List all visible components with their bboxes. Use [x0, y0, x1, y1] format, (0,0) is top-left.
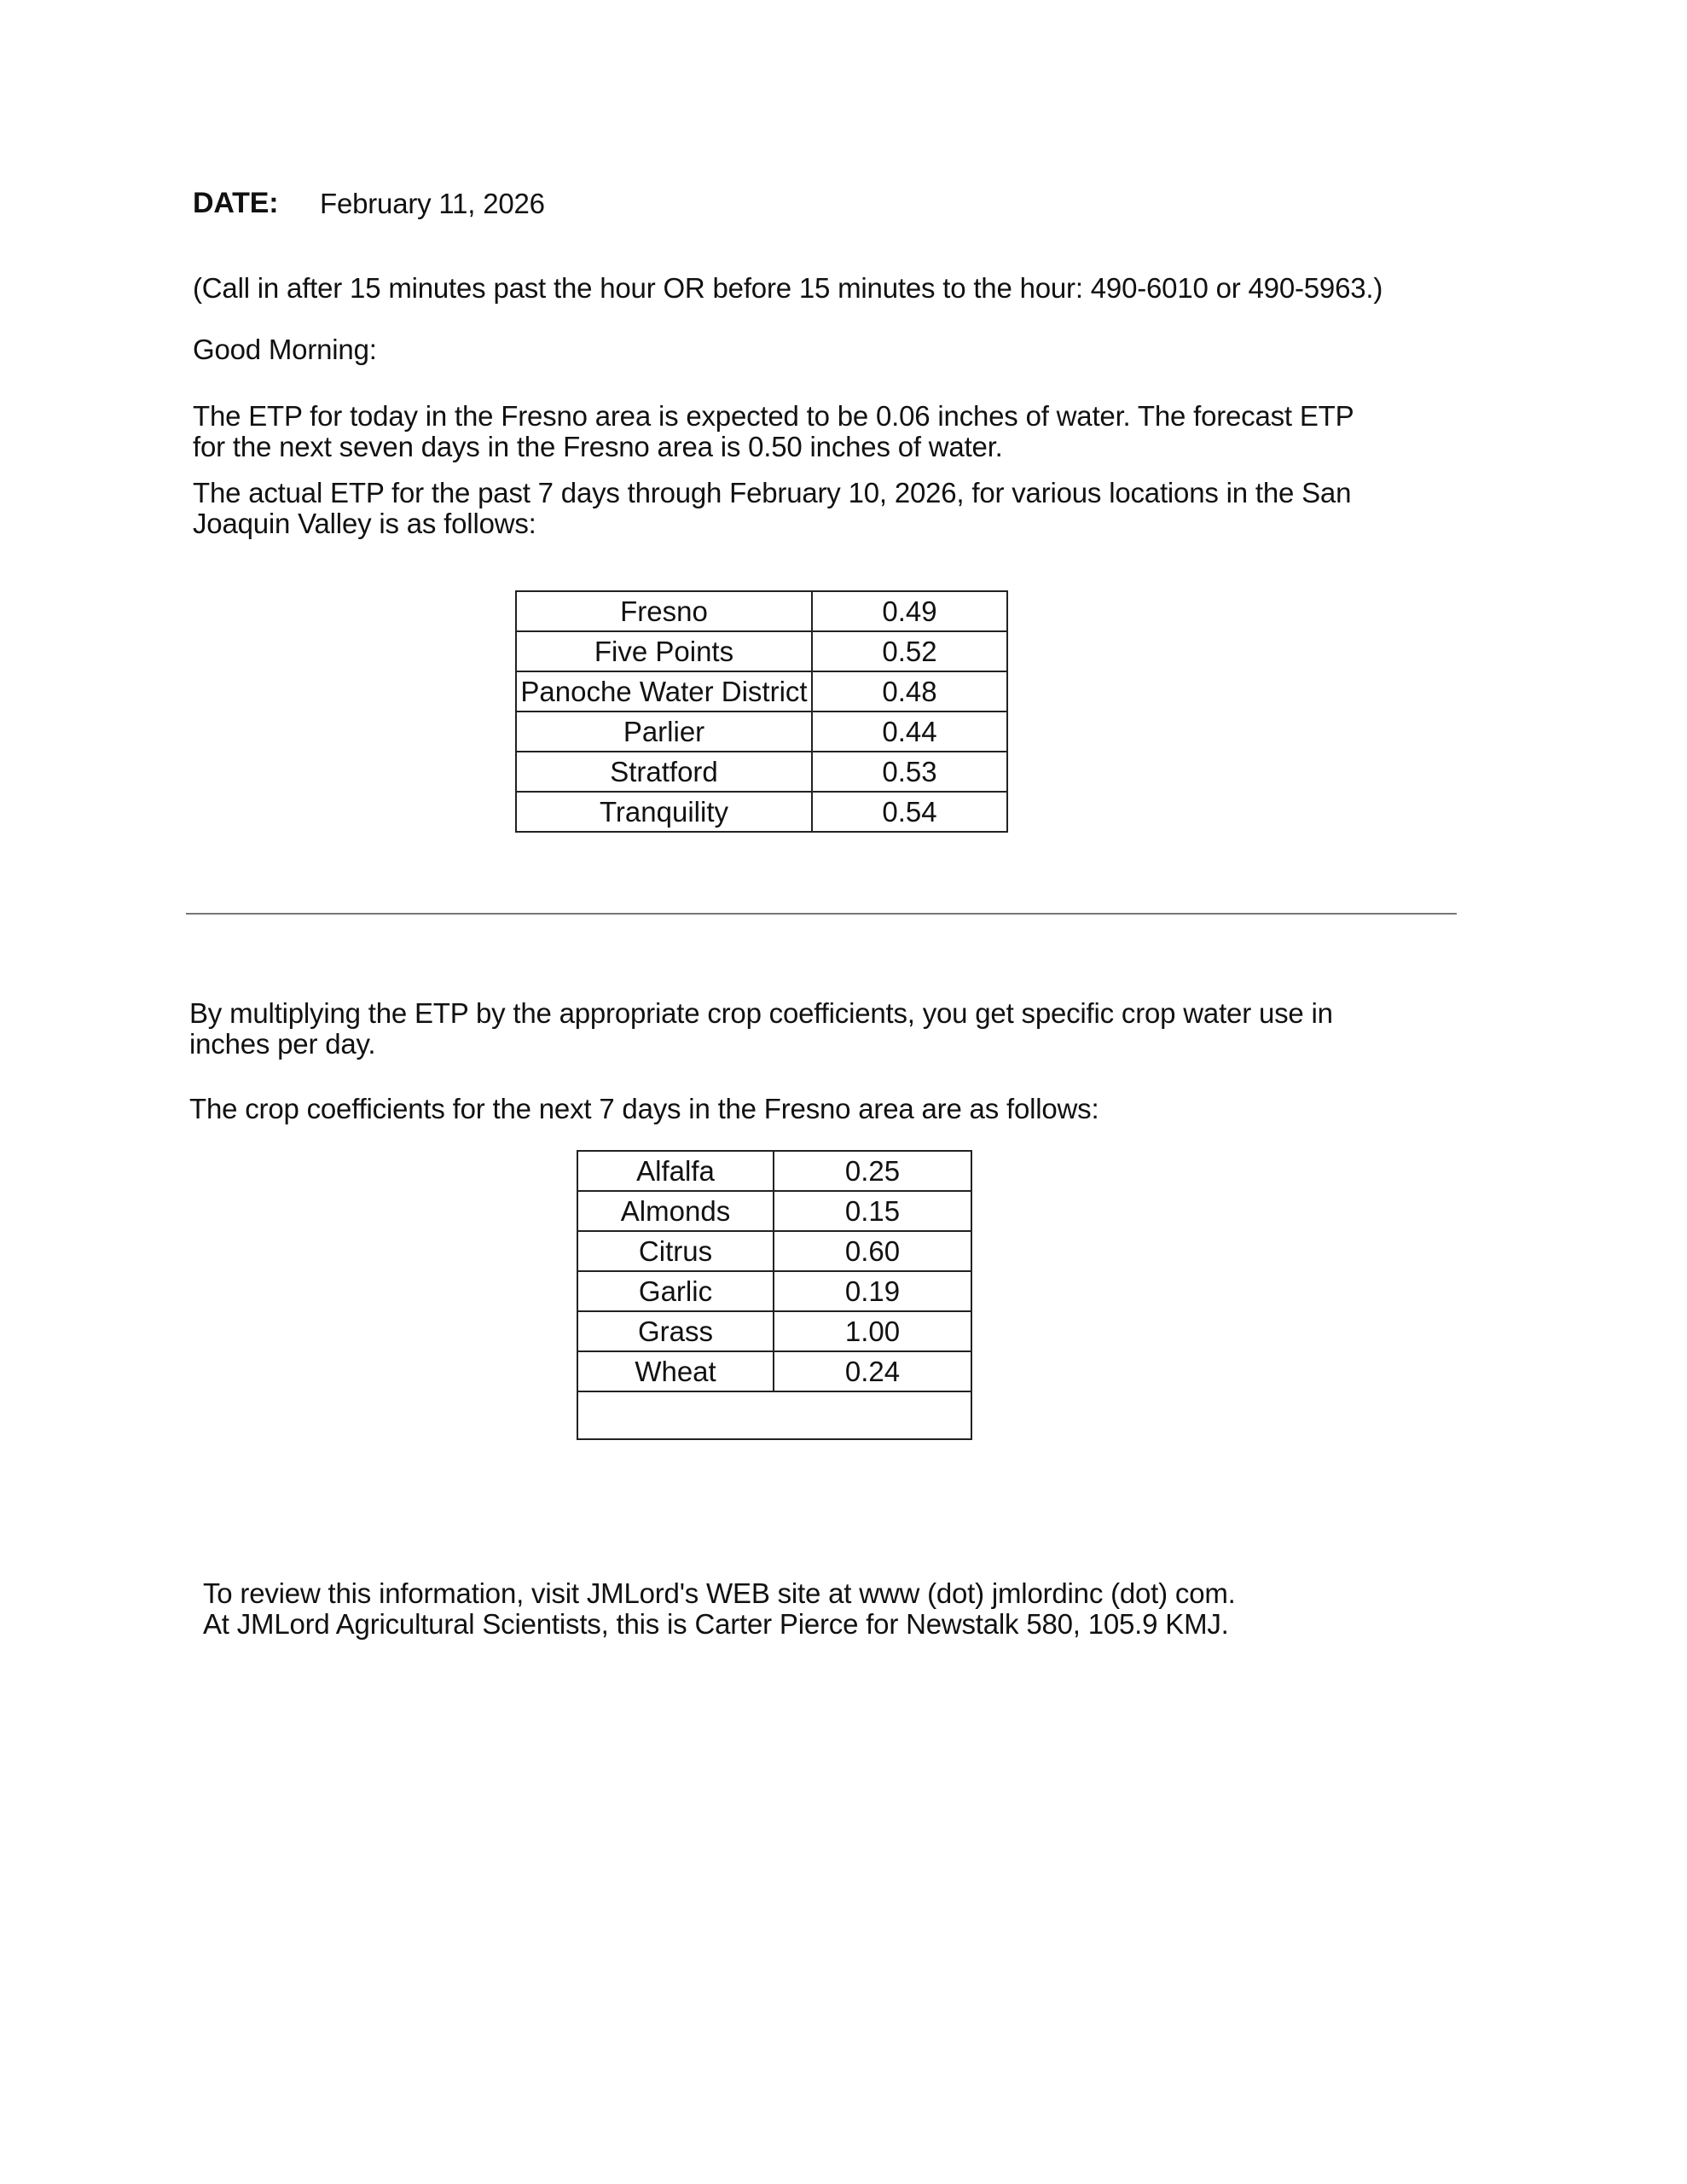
- table-row: [516, 671, 1007, 712]
- etp-value-cell: 0.53: [812, 752, 1007, 792]
- call-in-text: (Call in after 15 minutes past the hour OR before 15 minutes to the hour: 490-6010 or 490-5963.): [193, 272, 1383, 304]
- table-row: [516, 631, 1007, 671]
- section-divider: [186, 913, 1457, 915]
- footer-line-2: At JMLord Agricultural Scientists, this is Carter Pierce for Newstalk 580, 105.9 KMJ.: [203, 1608, 1229, 1640]
- etp-value-cell: 0.54: [812, 792, 1007, 832]
- table-row: [577, 1231, 971, 1271]
- footer-line-1: To review this information, visit JMLord's WEB site at www (dot) jmlordinc (dot) com.: [203, 1577, 1236, 1609]
- table-row: [516, 752, 1007, 792]
- table-row: [516, 792, 1007, 832]
- table-row: [516, 712, 1007, 752]
- coefficient-cell: 0.24: [774, 1351, 971, 1391]
- multiply-line-1: By multiplying the ETP by the appropriate crop coefficients, you get specific crop water use in: [189, 997, 1333, 1029]
- crop-cell: Grass: [577, 1311, 774, 1351]
- table-row: [516, 591, 1007, 631]
- crop-coefficients-table: [577, 1150, 972, 1440]
- coefficient-cell: 0.25: [774, 1151, 971, 1191]
- crop-cell: Almonds: [577, 1191, 774, 1231]
- etp-locations-table: [515, 590, 1008, 833]
- coefficient-cell: 0.19: [774, 1271, 971, 1311]
- location-cell: Fresno: [516, 591, 812, 631]
- table-row: [577, 1311, 971, 1351]
- location-cell: Tranquility: [516, 792, 812, 832]
- table-row: [577, 1271, 971, 1311]
- crop-coefficients-intro: The crop coefficients for the next 7 days in the Fresno area are as follows:: [189, 1093, 1099, 1124]
- coefficient-cell: 0.15: [774, 1191, 971, 1231]
- coefficient-cell: 1.00: [774, 1311, 971, 1351]
- actual-etp-line-2: Joaquin Valley is as follows:: [193, 508, 536, 539]
- etp-value-cell: 0.44: [812, 712, 1007, 752]
- coefficient-cell: 0.60: [774, 1231, 971, 1271]
- forecast-line-1: The ETP for today in the Fresno area is expected to be 0.06 inches of water. The forecast ETP: [193, 400, 1354, 432]
- crop-cell: Alfalfa: [577, 1151, 774, 1191]
- date-value: February 11, 2026: [320, 188, 545, 219]
- forecast-line-2: for the next seven days in the Fresno area is 0.50 inches of water.: [193, 431, 1003, 462]
- location-cell: Five Points: [516, 631, 812, 671]
- crop-cell: Citrus: [577, 1231, 774, 1271]
- crop-cell: Wheat: [577, 1351, 774, 1391]
- location-cell: Parlier: [516, 712, 812, 752]
- date-label: DATE:: [193, 187, 279, 219]
- etp-value-cell: 0.52: [812, 631, 1007, 671]
- table-row: [577, 1191, 971, 1231]
- crop-cell: Garlic: [577, 1271, 774, 1311]
- table-row: [577, 1351, 971, 1391]
- location-cell: Stratford: [516, 752, 812, 792]
- location-cell: Panoche Water District: [516, 671, 812, 712]
- empty-table-row: [577, 1391, 971, 1439]
- multiply-line-2: inches per day.: [189, 1028, 376, 1060]
- table-row: [577, 1151, 971, 1191]
- etp-value-cell: 0.48: [812, 671, 1007, 712]
- actual-etp-line-1: The actual ETP for the past 7 days through February 10, 2026, for various locations in the San: [193, 477, 1352, 508]
- greeting: Good Morning:: [193, 334, 377, 365]
- empty-cell: [577, 1391, 971, 1439]
- etp-value-cell: 0.49: [812, 591, 1007, 631]
